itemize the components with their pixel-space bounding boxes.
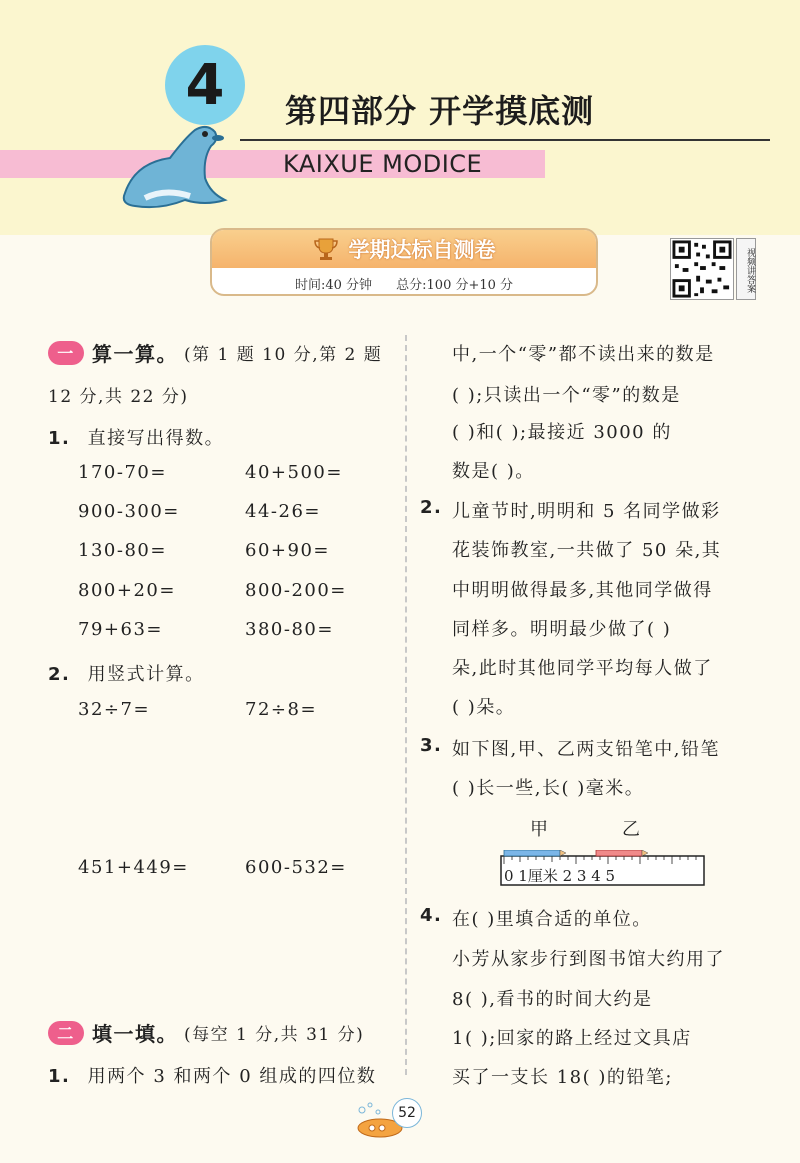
section-2-question-1: [48, 1062, 376, 1088]
badge-title: 学期达标自测卷: [348, 238, 496, 262]
calc-item: 800-200=: [245, 580, 347, 601]
trophy-icon: [313, 236, 339, 262]
section-2-title: 填一填。: [92, 1022, 178, 1046]
qr-label: 视频讲答案: [736, 238, 756, 300]
question-text: 用两个 3 和两个 0 组成的四位数: [87, 1066, 377, 1087]
page-number: 52: [392, 1098, 422, 1128]
question-1: [48, 424, 224, 450]
text-line: ( )和( );最接近 3000 的: [452, 422, 672, 443]
text-line: 买了一支长 18( )的铅笔;: [452, 1067, 673, 1088]
question-number: 1.: [48, 1066, 71, 1087]
calc-item: 170-70=: [78, 462, 167, 483]
page-subtitle: KAIXUE MODICE: [283, 150, 483, 178]
pencil-b-label: 乙: [622, 819, 642, 840]
seal-mascot-icon: [115, 118, 240, 213]
vertical-calc-item: 32÷7=: [78, 699, 151, 720]
question-text: 用竖式计算。: [87, 664, 205, 685]
text-line: 朵,此时其他同学平均每人做了: [452, 658, 713, 679]
question-number: 2.: [48, 664, 71, 685]
section-2-note: (每空 1 分,共 31 分): [184, 1025, 365, 1045]
title-rule: [240, 139, 770, 141]
time-limit: 时间:40 分钟: [294, 278, 372, 293]
text-line: ( )长一些,长( )毫米。: [452, 778, 645, 799]
test-badge: [210, 228, 598, 296]
text-line: 1( );回家的路上经过文具店: [452, 1028, 692, 1049]
calc-item: 900-300=: [78, 501, 180, 522]
section-1-title: 算一算。: [92, 342, 178, 366]
calc-item: 79+63=: [78, 619, 163, 640]
section-1-note-cont: 12 分,共 22 分): [48, 387, 189, 407]
calc-item: 40+500=: [245, 462, 343, 483]
section-1-header: [48, 338, 382, 367]
calc-item: 60+90=: [245, 540, 330, 561]
question-text: 直接写出得数。: [87, 428, 225, 449]
text-line: 如下图,甲、乙两支铅笔中,铅笔: [452, 739, 720, 760]
pencil-a-label: 甲: [530, 819, 550, 840]
text-line: 中,一个“零”都不读出来的数是: [452, 344, 715, 365]
text-line: 在( )里填合适的单位。: [452, 909, 652, 930]
question-number: 3.: [420, 735, 443, 756]
page-title: 第四部分 开学摸底测: [285, 92, 595, 130]
section-2-header: [48, 1018, 364, 1047]
text-line: 8( ),看书的时间大约是: [452, 989, 653, 1010]
section-1-tag: 一: [48, 341, 84, 365]
text-line: 同样多。明明最少做了( ): [452, 619, 672, 640]
calc-item: 44-26=: [245, 501, 321, 522]
calc-item: 380-80=: [245, 619, 334, 640]
vertical-calc-item: 600-532=: [245, 857, 347, 878]
qr-code-icon[interactable]: [670, 238, 734, 300]
question-number: 2.: [420, 497, 443, 518]
section-1-note: (第 1 题 10 分,第 2 题: [184, 345, 383, 365]
text-line: 中明明做得最多,其他同学做得: [452, 580, 713, 601]
question-number: 4.: [420, 905, 443, 926]
text-line: ( )朵。: [452, 697, 516, 718]
calc-item: 800+20=: [78, 580, 176, 601]
question-2: [48, 660, 205, 686]
text-line: 儿童节时,明明和 5 名同学做彩: [452, 501, 721, 522]
column-divider: [405, 335, 407, 1075]
ruler-label: 0 1厘米 2 3 4 5: [504, 867, 616, 885]
vertical-calc-item: 451+449=: [78, 857, 189, 878]
text-line: ( );只读出一个“零”的数是: [452, 385, 681, 406]
question-number: 1.: [48, 428, 71, 449]
ruler-with-pencils: [500, 850, 705, 886]
text-line: 数是( )。: [452, 461, 535, 482]
text-line: 小芳从家步行到图书馆大约用了: [452, 949, 725, 970]
vertical-calc-item: 72÷8=: [245, 699, 318, 720]
calc-item: 130-80=: [78, 540, 167, 561]
total-score: 总分:100 分+10 分: [396, 278, 514, 293]
unit-number: 4: [165, 45, 245, 125]
section-2-tag: 二: [48, 1021, 84, 1045]
text-line: 花装饰教室,一共做了 50 朵,其: [452, 540, 722, 561]
